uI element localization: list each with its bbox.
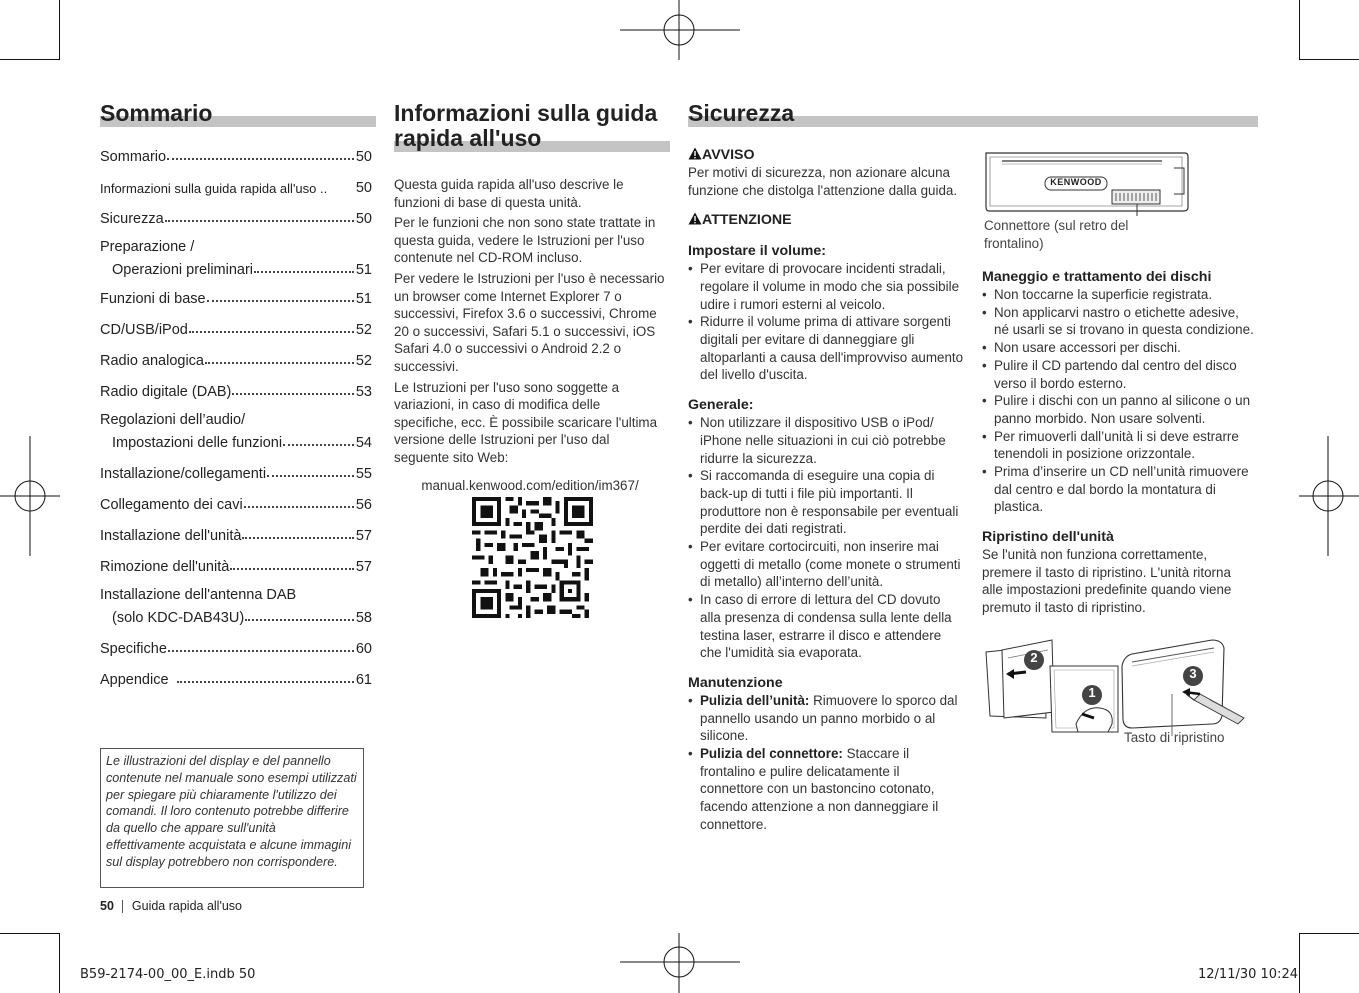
list-item: • Ridurre il volume prima di attivare sorgenti digitali per evitare di danneggiare gli altoparlanti a causa dell'improvviso aumento del livello d'uscita. — [688, 313, 964, 384]
page-number: 50 — [100, 899, 114, 913]
list-item: • Non usare accessori per dischi. — [982, 339, 1254, 357]
guide-paragraph: Le Istruzioni per l'uso sono soggette a variazioni, in caso di modifica delle specifiche, ecc. È possibile scaricare l'ultima versione delle Istruzioni per l'uso dal seguente sito Web: — [394, 379, 658, 465]
list-item: • Per rimuoverli dall’unità li si deve estrarre tenendoli in posizione orizzontale. — [982, 428, 1254, 463]
list-item: • Non toccarne la superficie registrata. — [982, 286, 1254, 304]
safety-title: Sicurezza — [688, 100, 795, 126]
reset-caption: Tasto di ripristino — [1124, 730, 1225, 745]
crop-mark — [1299, 933, 1300, 993]
guide-paragraph: Questa guida rapida all'uso descrive le funzioni di base di questa unità. — [394, 177, 624, 210]
toc-entry[interactable]: Regolazioni dell’audio/ Impostazioni delle funzioni 54 — [100, 412, 372, 451]
registration-mark-left — [0, 436, 60, 556]
connector-caption: Connettore (sul retro del frontalino) — [984, 218, 1129, 251]
list-item: • Non utilizzare il dispositivo USB o iPod/ iPhone nelle situazioni in cui ciò potrebbe ridurre la sicurezza. — [688, 414, 964, 467]
toc-entry[interactable]: Rimozione dell'unità 57 — [100, 559, 372, 575]
reset-heading: Ripristino dell'unità — [982, 529, 1114, 546]
list-item: • Pulizia del connettore: Staccare il frontalino e pulire delicatamente il connettore con un bastoncino cotonato, facendo attenzione a non danneggiare il connettore. — [688, 745, 964, 834]
toc-entry[interactable]: Installazione/collegamenti 55 — [100, 466, 372, 482]
general-heading: Generale: — [688, 397, 754, 414]
guide-title: Informazioni sulla guida rapida all'uso — [394, 100, 658, 151]
attenzione-heading: ATTENZIONE — [688, 211, 964, 229]
brand-label: KENWOOD — [1050, 177, 1102, 187]
warning-icon — [688, 147, 702, 160]
volume-heading: Impostare il volume: — [688, 243, 826, 260]
safety-left-column — [688, 146, 964, 834]
table-of-contents — [100, 144, 372, 688]
guide-paragraph: Per le funzioni che non sono state trattate in questa guida, vedere le Istruzioni per l'uso contenute nel CD-ROM incluso. — [394, 215, 656, 266]
discs-list — [982, 286, 1254, 516]
list-item: • Non applicarvi nastro o etichette adesive, né usarli se si trovano in questa condizione. — [982, 304, 1254, 339]
discs-heading: Maneggio e trattamento dei dischi — [982, 269, 1212, 285]
toc-entry[interactable]: CD/USB/iPod 52 — [100, 322, 372, 338]
registration-mark-bottom — [620, 933, 740, 993]
toc-entry[interactable]: Funzioni di base 51 — [100, 291, 372, 307]
list-item: • In caso di errore di lettura del CD dovuto alla presenza di condensa sulla lente della testina laser, estrarre il disco e attendere che l'umidità sia evaporata. — [688, 591, 964, 662]
list-item: • Pulizia dell’unità: Rimuovere lo sporco dal pannello usando un panno morbido o al silicone. — [688, 692, 964, 745]
page-footer — [100, 899, 242, 913]
maintenance-heading: Manutenzione — [688, 674, 783, 691]
list-item: • Pulire il CD partendo dal centro del disco verso il bordo esterno. — [982, 357, 1254, 392]
toc-entry[interactable]: Collegamento dei cavi 56 — [100, 497, 372, 513]
footer-label: Guida rapida all'uso — [131, 899, 243, 913]
toc-entry[interactable]: Sommario 50 — [100, 149, 372, 165]
crop-mark — [0, 59, 60, 60]
crop-mark — [59, 0, 60, 60]
list-item: • Si raccomanda di eseguire una copia di back-up di tutti i file più importanti. Il produttore non è responsabile per eventuali perdite dei dati registrati. — [688, 467, 964, 538]
toc-entry[interactable]: Installazione dell'antenna DAB (solo KDC-DAB43U) 58 — [100, 587, 372, 626]
guide-body — [394, 176, 666, 470]
list-item: • Per evitare cortocircuiti, non inserire mai oggetti di metallo (come monete o strumenti di metallo) all’interno dell’unità. — [688, 538, 964, 591]
maintenance-list — [688, 692, 964, 834]
avviso-heading: AVVISO — [688, 146, 964, 164]
toc-entry[interactable]: Specifiche 60 — [100, 641, 372, 657]
list-item: • Prima d’inserire un CD nell’unità rimuovere dal centro e dal bordo la montatura di plastica. — [982, 463, 1254, 516]
toc-entry[interactable]: Informazioni sulla guida rapida all'uso .. 50 — [100, 180, 372, 196]
toc-entry[interactable]: Appendice 61 — [100, 672, 372, 688]
step-number: 3 — [1189, 666, 1197, 681]
qr-code — [472, 497, 593, 618]
warning-icon — [688, 212, 702, 225]
general-list — [688, 414, 964, 662]
crop-mark — [59, 933, 60, 993]
list-item: • Per evitare di provocare incidenti stradali, regolare il volume in modo che sia possibile udire i rumori esterni al veicolo. — [688, 260, 964, 313]
manual-url[interactable]: manual.kenwood.com/edition/im367/ — [421, 478, 639, 493]
toc-entry[interactable]: Installazione dell'unità 57 — [100, 528, 372, 544]
volume-list — [688, 260, 964, 384]
toc-entry[interactable]: Sicurezza 50 — [100, 211, 372, 227]
toc-entry[interactable]: Radio digitale (DAB) 53 — [100, 384, 372, 400]
crop-mark — [0, 933, 60, 934]
reset-text: Se l'unità non funziona correttamente, premere il tasto di ripristino. L'unità ritorna alle impostazioni predefinite quando viene premuto il tasto di ripristino. — [982, 547, 1232, 615]
file-slug: B59-2174-00_00_E.indb 50 — [80, 967, 256, 982]
toc-entry[interactable]: Radio analogica 52 — [100, 353, 372, 369]
avviso-text: Per motivi di sicurezza, non azionare alcuna funzione che distolga l'attenzione dalla guida. — [688, 165, 958, 198]
toc-title: Sommario — [100, 100, 213, 126]
step-number: 1 — [1088, 685, 1096, 700]
date-slug: 12/11/30 10:24 — [1198, 967, 1298, 982]
registration-mark-top — [620, 0, 740, 60]
step-number: 2 — [1030, 650, 1038, 665]
guide-paragraph: Per vedere le Istruzioni per l'uso è necessario un browser come Internet Explorer 7 o successivi, Firefox 3.6 o successivi, Chrome 20 o successivi, Safari 5.1 o successivi, iOS Safari 4.0 o successivi o Android 2.2 o successivi. — [394, 270, 665, 374]
crop-mark — [1299, 0, 1300, 60]
crop-mark — [1299, 933, 1359, 934]
registration-mark-right — [1299, 436, 1359, 556]
reset-illustration — [982, 636, 1252, 736]
toc-entry[interactable]: Preparazione / Operazioni preliminari 51 — [100, 239, 372, 278]
crop-mark — [1299, 59, 1359, 60]
illustration-note: Le illustrazioni del display e del pannello contenute nel manuale sono esempi utilizzati per spiegare più chiaramente l'utilizzo dei comandi. Il loro contenuto potrebbe differire da quello che appare sull'unità effettivamente acquistata e alcune immagini sul display potrebbero non corrispondere. — [100, 748, 364, 888]
list-item: • Pulire i dischi con un panno al silicone o un panno morbido. Non usare solventi. — [982, 392, 1254, 427]
safety-right-column — [982, 268, 1254, 620]
